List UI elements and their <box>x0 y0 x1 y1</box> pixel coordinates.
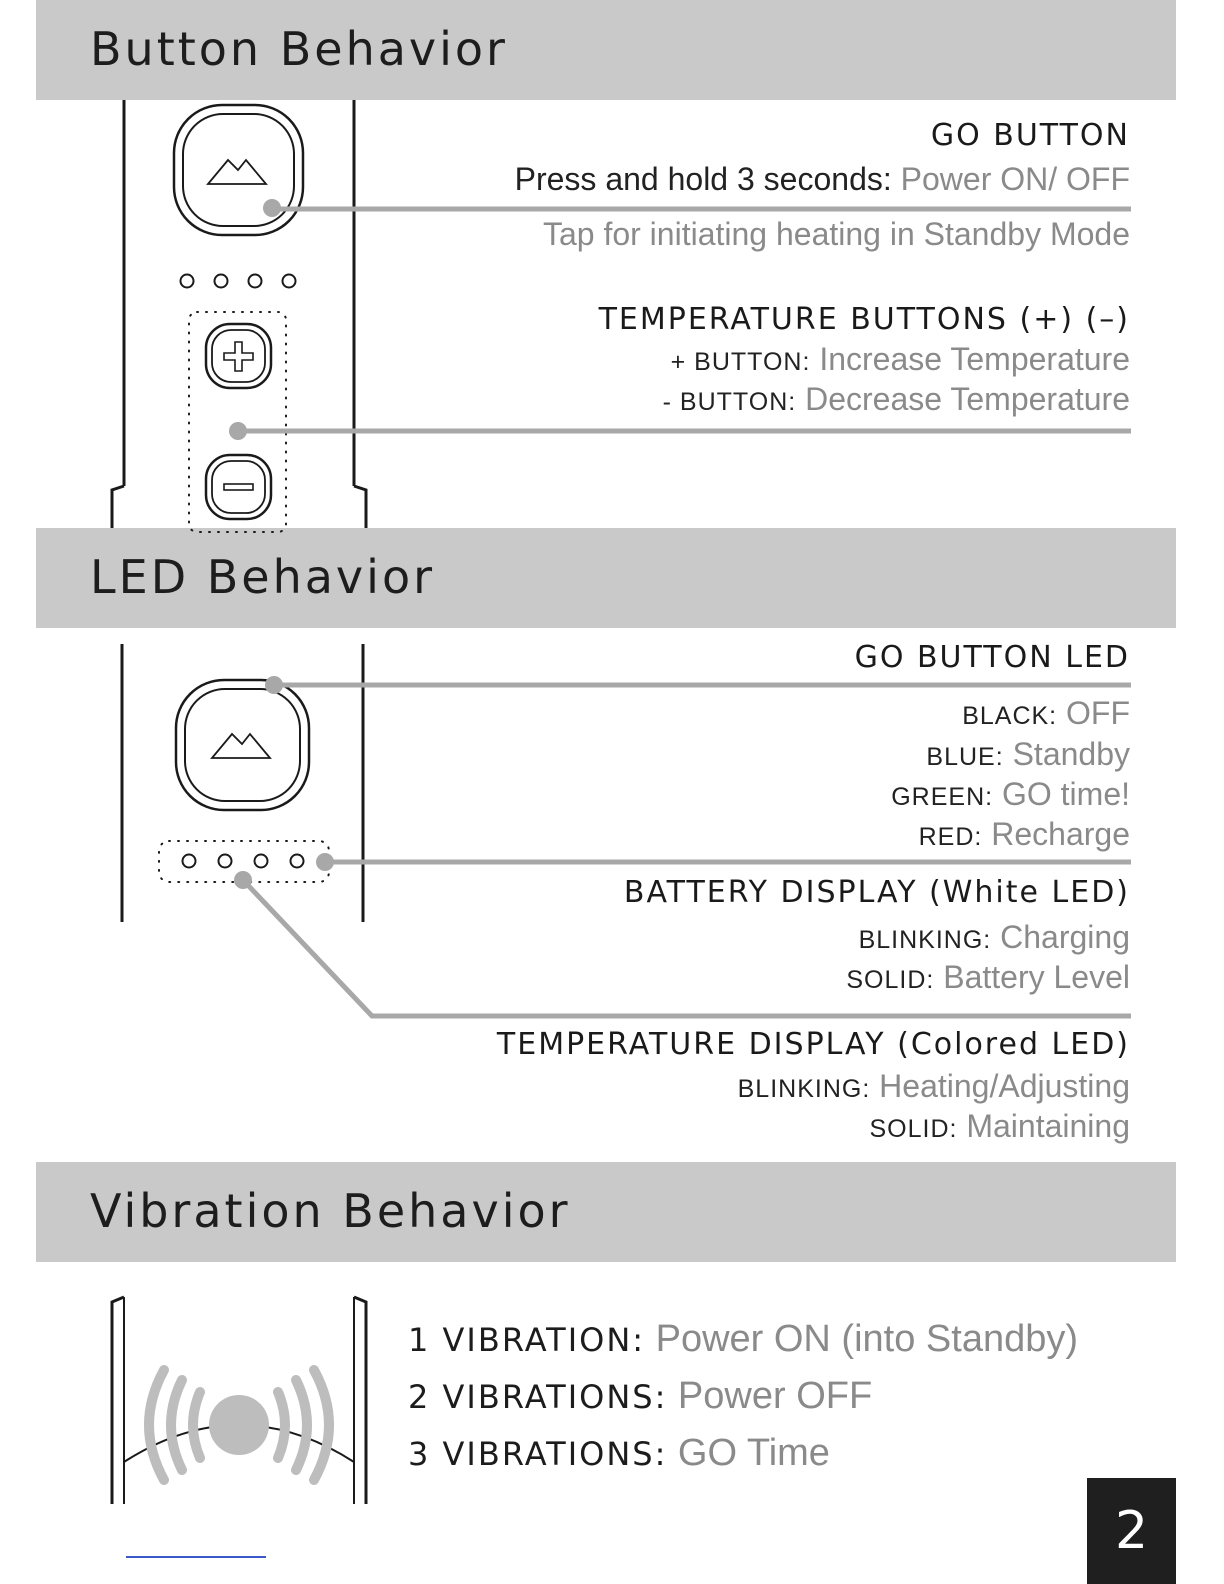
plus-button-outline <box>206 324 271 388</box>
vibration-value: Power OFF <box>677 1375 873 1417</box>
go-button-hold-key: Press and hold 3 seconds: <box>514 161 892 197</box>
vibration-key: 1 VIBRATION: <box>408 1321 646 1359</box>
plus-button-row <box>671 341 1130 378</box>
vibration-row <box>408 1375 872 1418</box>
battery-row <box>859 919 1130 956</box>
led-row-key: BLUE: <box>926 743 1004 771</box>
led-row-value: Standby <box>1012 736 1130 772</box>
mountain-icon <box>208 160 266 184</box>
led-row-key: GREEN: <box>891 783 994 811</box>
battery-row <box>846 959 1130 996</box>
go-button-hold-row <box>515 161 1130 198</box>
led-row <box>891 776 1130 813</box>
section-title: Vibration Behavior <box>90 1184 571 1238</box>
page-number: 2 <box>1087 1478 1176 1584</box>
led-row <box>926 736 1130 773</box>
vibration-value: Power ON (into Standby) <box>655 1318 1079 1360</box>
led-row <box>962 695 1130 732</box>
section-title: LED Behavior <box>90 550 435 604</box>
temperature-display-key: SOLID: <box>869 1115 958 1143</box>
section-title: Button Behavior <box>90 22 508 76</box>
vibration-key: 3 VIBRATIONS: <box>408 1435 668 1473</box>
led-row-key: RED: <box>918 823 983 851</box>
battery-row-value: Charging <box>1000 919 1130 955</box>
go-button-heading: GO BUTTON <box>930 118 1130 153</box>
temperature-display-heading: TEMPERATURE DISPLAY (Colored LED) <box>496 1027 1130 1062</box>
plus-icon <box>224 342 253 371</box>
led-row-key: BLACK: <box>962 702 1058 730</box>
go-button-tap-text: Tap for initiating heating in Standby Mode <box>542 216 1130 252</box>
go-button-led-heading: GO BUTTON LED <box>854 640 1130 675</box>
temperature-buttons-heading: TEMPERATURE BUTTONS (+) (–) <box>598 302 1130 337</box>
vibration-row <box>408 1318 1078 1361</box>
mountain-icon <box>212 734 270 758</box>
temperature-display-key: BLINKING: <box>737 1075 871 1103</box>
minus-button-outline <box>206 455 271 519</box>
vibration-value: GO Time <box>677 1432 830 1474</box>
temperature-display-value: Maintaining <box>966 1108 1130 1144</box>
minus-icon <box>224 484 253 490</box>
led-row-value: Recharge <box>991 816 1130 852</box>
vibration-row <box>408 1432 830 1475</box>
minus-button-row <box>663 381 1130 418</box>
battery-row-key: SOLID: <box>846 966 935 994</box>
plus-button-key: + BUTTON: <box>670 348 811 376</box>
vibration-waves-icon <box>149 1370 329 1480</box>
led-row-value: OFF <box>1066 695 1130 731</box>
link-underline <box>126 1556 266 1558</box>
minus-button-value: Decrease Temperature <box>805 381 1130 417</box>
battery-display-heading: BATTERY DISPLAY (White LED) <box>623 875 1130 910</box>
go-button-hold-value: Power ON/ OFF <box>900 161 1130 197</box>
device-illustration-buttons <box>112 100 366 532</box>
battery-row-key: BLINKING: <box>858 926 992 954</box>
led-row-value: GO time! <box>1001 776 1130 812</box>
temperature-display-row <box>738 1068 1130 1105</box>
vibration-key: 2 VIBRATIONS: <box>408 1378 668 1416</box>
temperature-display-row <box>869 1108 1130 1145</box>
battery-row-value: Battery Level <box>943 959 1130 995</box>
minus-button-key: - BUTTON: <box>662 388 797 416</box>
temperature-display-value: Heating/Adjusting <box>879 1068 1130 1104</box>
plus-button-value: Increase Temperature <box>819 341 1130 377</box>
led-row <box>919 816 1130 853</box>
